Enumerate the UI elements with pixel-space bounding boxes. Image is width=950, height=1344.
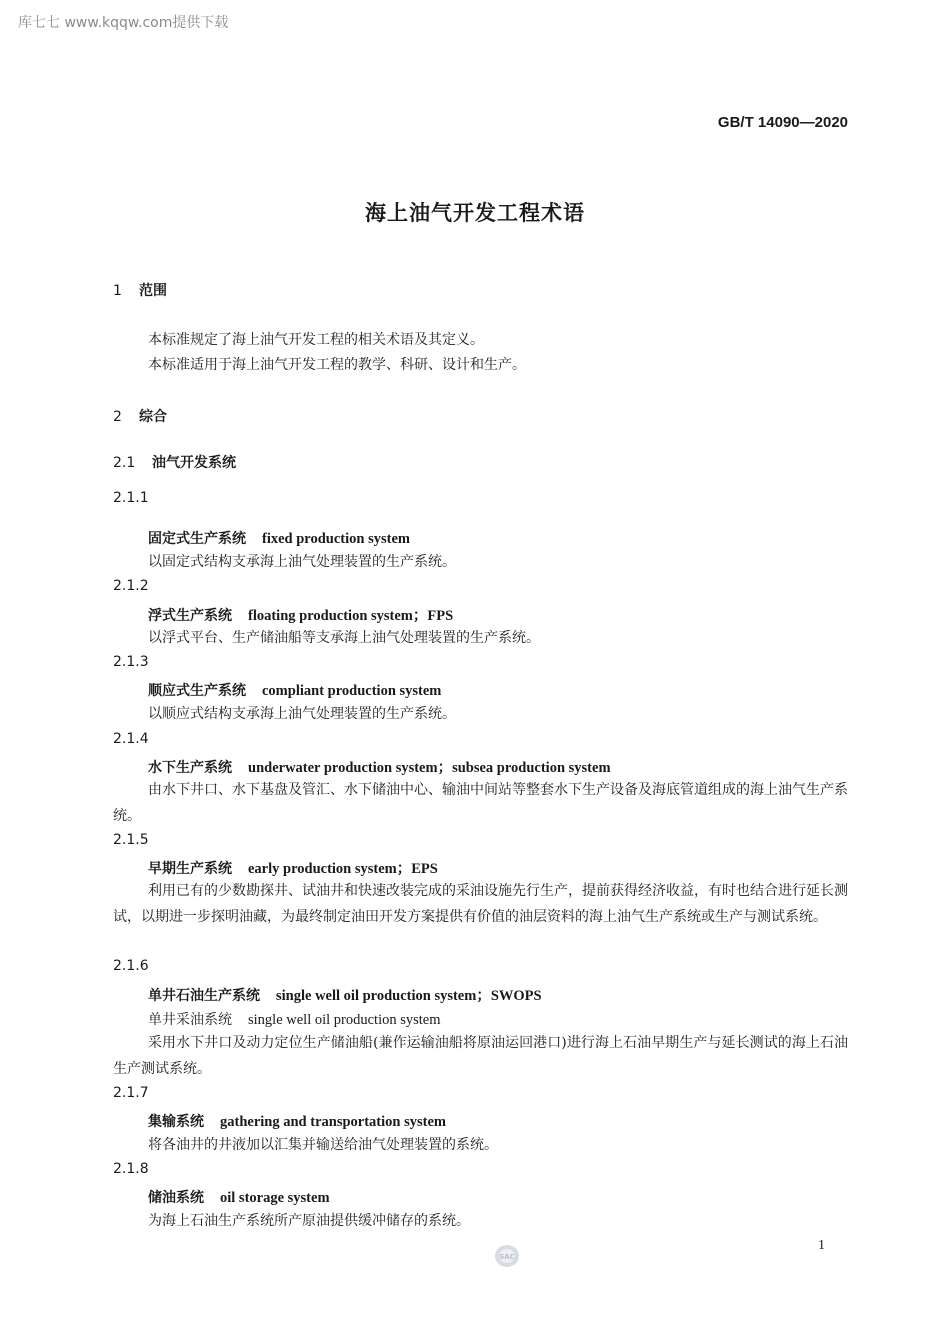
term-line bbox=[148, 984, 542, 1005]
term-line bbox=[148, 756, 611, 777]
section-title: 综合 bbox=[139, 409, 167, 425]
section-heading-general bbox=[113, 406, 167, 426]
entry-number: 2.1.8 bbox=[113, 1161, 149, 1177]
entry-number: 2.1.4 bbox=[113, 731, 149, 747]
section-number: 1 bbox=[113, 283, 122, 299]
term-zh: 水下生产系统 bbox=[148, 760, 232, 776]
subsection-number: 2.1 bbox=[113, 455, 136, 471]
term-zh: 单井石油生产系统 bbox=[148, 988, 260, 1004]
term-en: compliant production system bbox=[262, 683, 442, 699]
term-zh: 顺应式生产系统 bbox=[148, 683, 246, 699]
term-line bbox=[148, 857, 438, 878]
term-definition: 以固定式结构支承海上油气处理装置的生产系统。 bbox=[148, 554, 456, 570]
term-en: gathering and transportation system bbox=[220, 1114, 446, 1130]
subsection-heading bbox=[113, 452, 236, 472]
scope-paragraph: 本标准规定了海上油气开发工程的相关术语及其定义。 bbox=[148, 332, 484, 348]
term-definition: 以浮式平台、生产储油船等支承海上油气处理装置的生产系统。 bbox=[148, 630, 540, 646]
term-definition: 为海上石油生产系统所产原油提供缓冲储存的系统。 bbox=[148, 1213, 470, 1229]
term-line bbox=[148, 1111, 446, 1131]
term-line bbox=[148, 528, 410, 548]
entry-number: 2.1.1 bbox=[113, 490, 149, 506]
sac-logo-icon bbox=[494, 1244, 520, 1268]
term-definition: 由水下井口、水下基盘及管汇、水下储油中心、输油中间站等整套水下生产设备及海底管道组成的海上油气生产系统。 bbox=[113, 782, 848, 824]
term-line bbox=[148, 1187, 330, 1207]
term-zh: 早期生产系统 bbox=[148, 861, 232, 877]
section-number: 2 bbox=[113, 409, 122, 425]
entry-number: 2.1.7 bbox=[113, 1085, 149, 1101]
section-title: 范围 bbox=[139, 283, 167, 299]
term-en: floating production system；FPS bbox=[248, 608, 454, 624]
scope-paragraph: 本标准适用于海上油气开发工程的教学、科研、设计和生产。 bbox=[148, 357, 526, 373]
entry-number: 2.1.5 bbox=[113, 832, 149, 848]
synonym-zh: 单井采油系统 bbox=[148, 1012, 232, 1028]
term-zh: 集输系统 bbox=[148, 1114, 204, 1130]
svg-text:SAC: SAC bbox=[499, 1253, 515, 1261]
term-zh: 固定式生产系统 bbox=[148, 531, 246, 547]
term-en: early production system；EPS bbox=[248, 861, 438, 877]
page-title: 海上油气开发工程术语 bbox=[365, 201, 585, 225]
page-number: 1 bbox=[818, 1238, 825, 1253]
standard-code: GB/T 14090—2020 bbox=[717, 114, 848, 131]
term-line bbox=[148, 680, 441, 700]
term-definition: 以顺应式结构支承海上油气处理装置的生产系统。 bbox=[148, 706, 456, 722]
term-en: underwater production system；subsea production system bbox=[248, 760, 611, 776]
entry-number: 2.1.6 bbox=[113, 958, 149, 974]
section-heading-scope bbox=[113, 280, 167, 300]
synonym-line bbox=[148, 1009, 441, 1029]
subsection-title: 油气开发系统 bbox=[152, 455, 236, 471]
synonym-en: single well oil production system bbox=[248, 1012, 441, 1028]
term-zh: 储油系统 bbox=[148, 1190, 204, 1206]
term-en: oil storage system bbox=[220, 1190, 330, 1206]
entry-number: 2.1.2 bbox=[113, 578, 149, 594]
term-zh: 浮式生产系统 bbox=[148, 608, 232, 624]
term-definition: 利用已有的少数勘探井、试油井和快速改装完成的采油设施先行生产，提前获得经济收益，有时也结合进行延长测试，以期进一步探明油藏，为最终制定油田开发方案提供有价值的油层资料的海上油气生产系统或生产与测试系统。 bbox=[113, 883, 848, 925]
term-definition: 将各油井的井液加以汇集并输送给油气处理装置的系统。 bbox=[148, 1137, 498, 1153]
term-en: fixed production system bbox=[262, 531, 410, 547]
term-definition: 采用水下井口及动力定位生产储油船(兼作运输油船将原油运回港口)进行海上石油早期生产与延长测试的海上石油生产测试系统。 bbox=[113, 1035, 848, 1077]
entry-number: 2.1.3 bbox=[113, 654, 149, 670]
watermark-text: 库七七 www.kqqw.com提供下载 bbox=[18, 15, 229, 31]
term-line bbox=[148, 604, 453, 625]
term-en: single well oil production system；SWOPS bbox=[276, 988, 542, 1004]
